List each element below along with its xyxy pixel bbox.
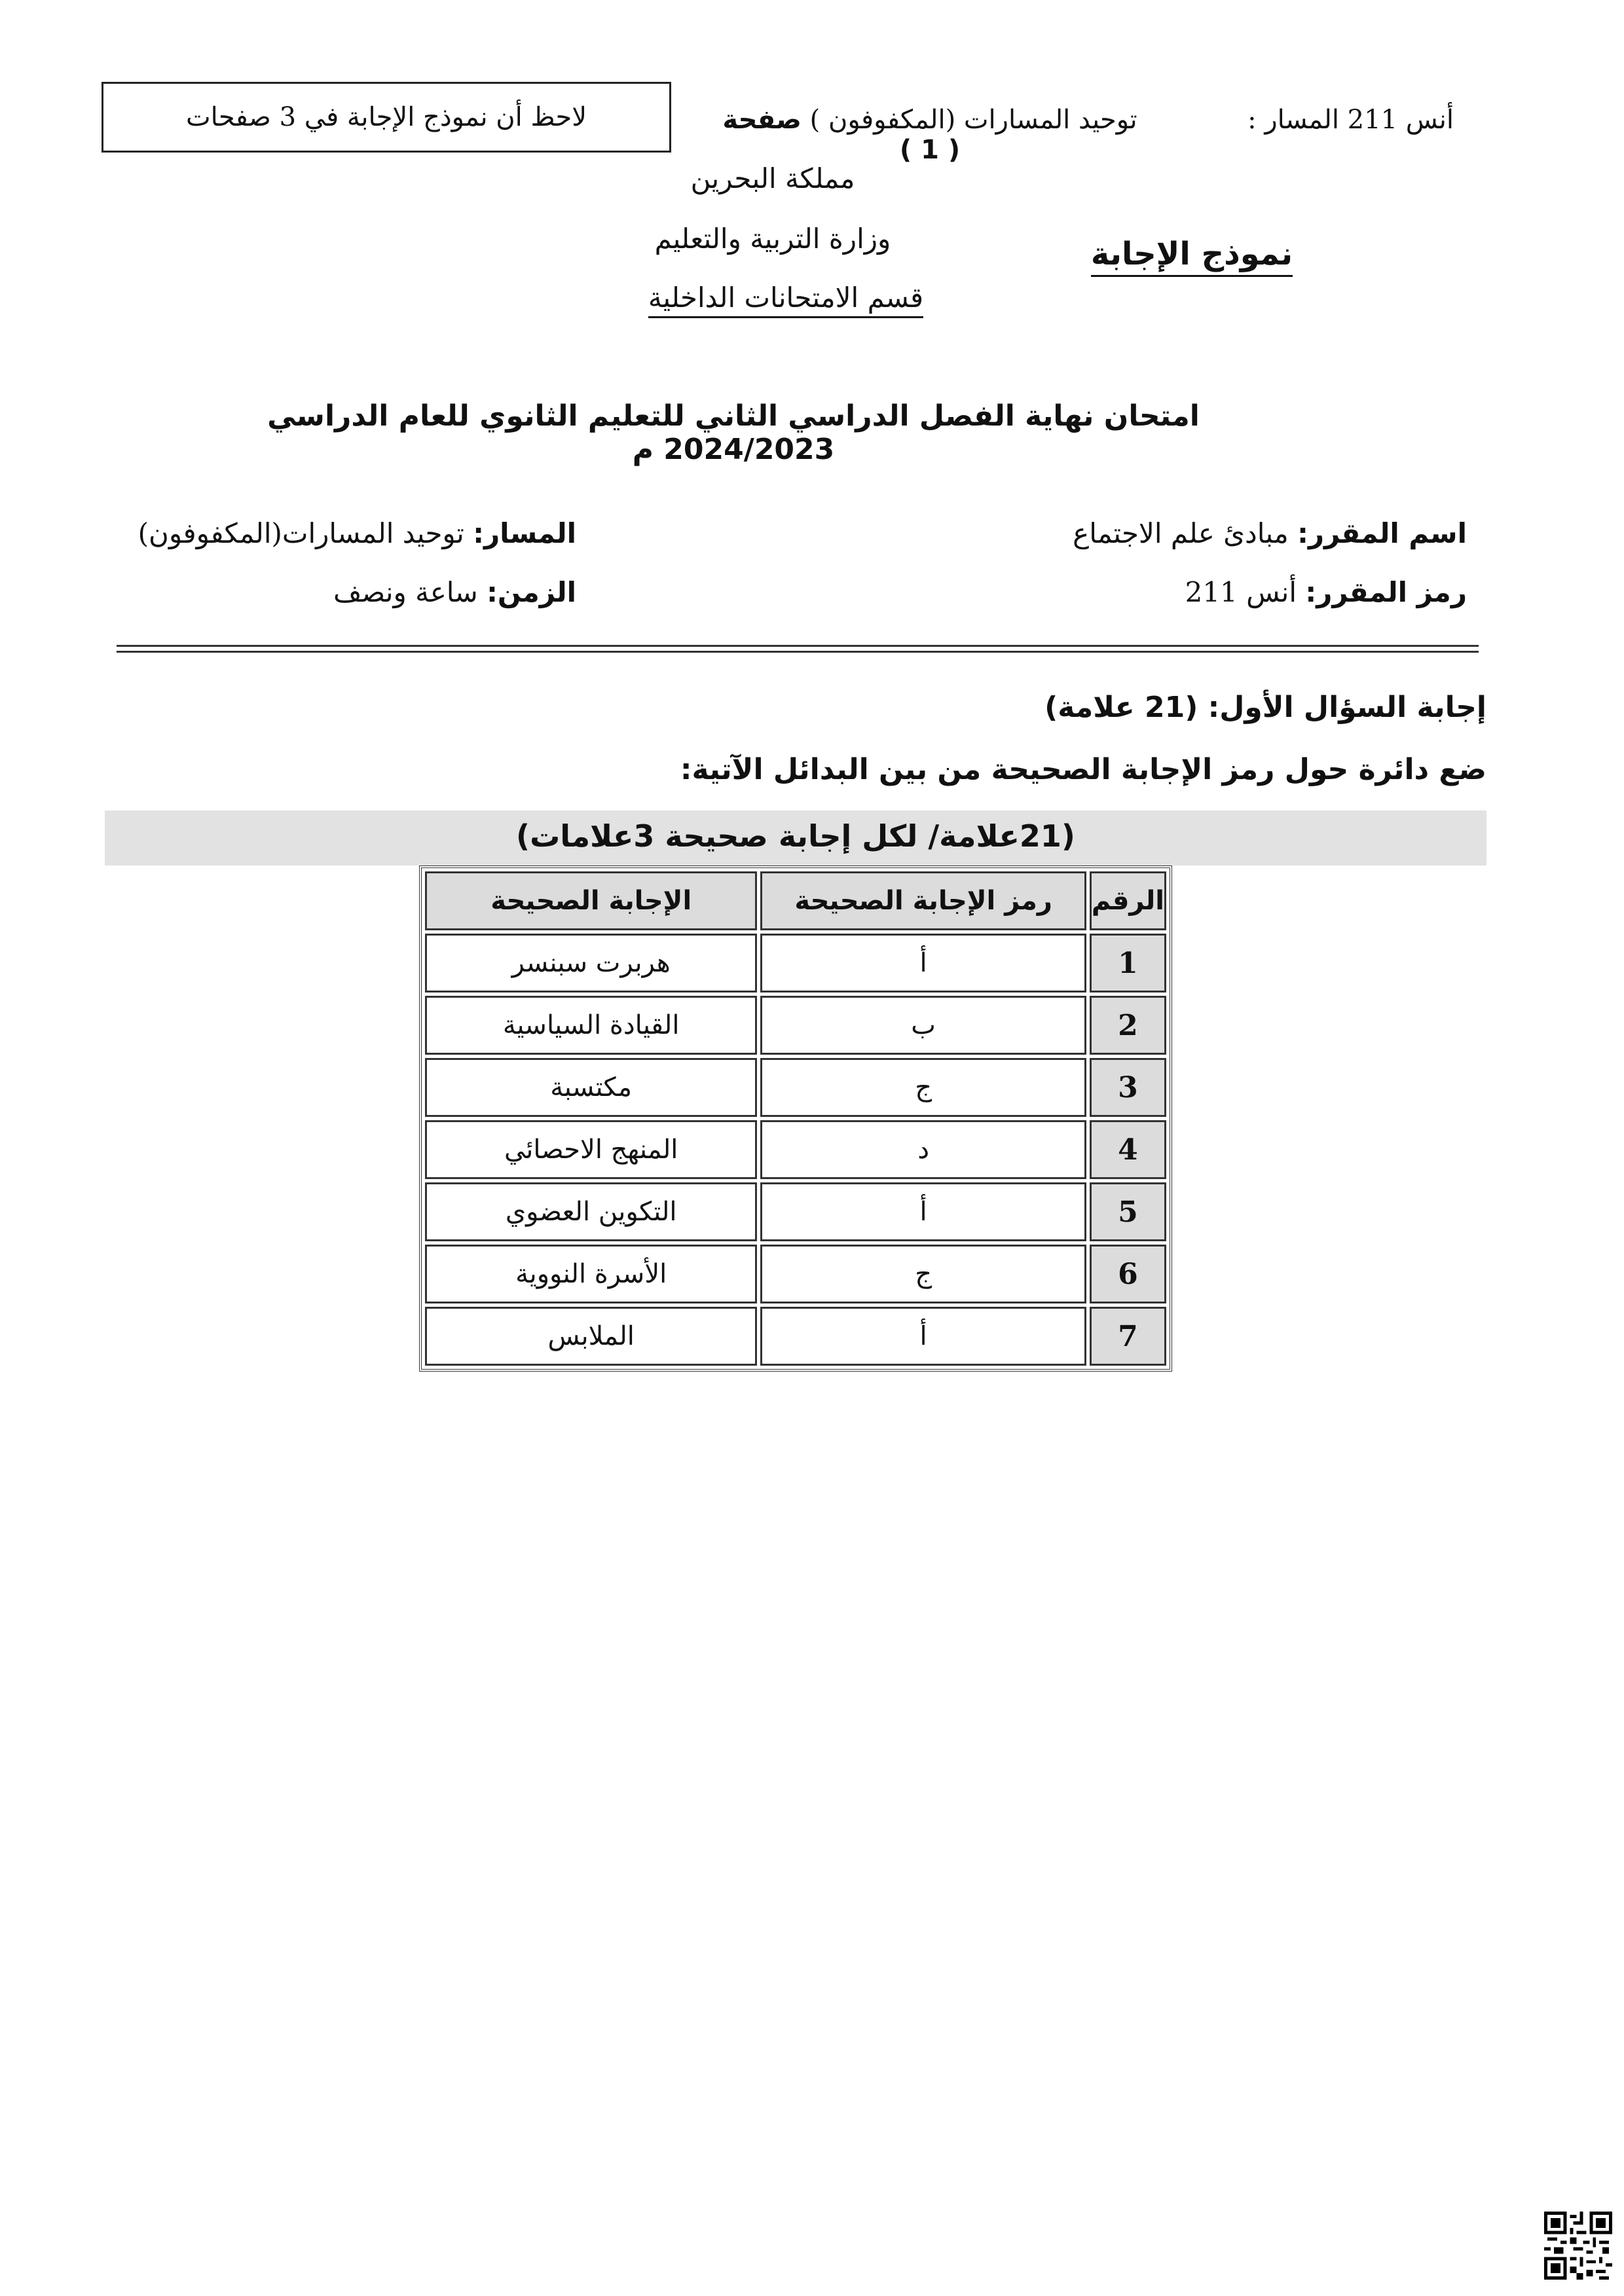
answer-code: ج	[760, 1245, 1086, 1303]
row-number: 2	[1090, 996, 1166, 1055]
correct-answer: القيادة السياسية	[425, 996, 757, 1055]
correct-answer: الأسرة النووية	[425, 1245, 757, 1303]
row-number: 4	[1090, 1120, 1166, 1179]
answer-code: د	[760, 1120, 1086, 1179]
course-name-value: مبادئ علم الاجتماع	[1073, 517, 1289, 549]
course-name-label: اسم المقرر:	[1297, 517, 1467, 549]
country-name: مملكة البحرين	[690, 162, 855, 194]
exam-title: امتحان نهاية الفصل الدراسي الثاني للتعليم الثانوي للعام الدراسي 2024/2023 م	[267, 399, 1200, 466]
correct-answer: التكوين العضوي	[425, 1182, 757, 1241]
correct-answer: المنهج الاحصائي	[425, 1120, 757, 1179]
section-divider	[117, 645, 1479, 653]
page-number-line	[714, 105, 1146, 165]
course-name-row	[1022, 517, 1467, 549]
header-answer-code: رمز الإجابة الصحيحة	[760, 871, 1086, 930]
table-row	[425, 1245, 1166, 1303]
marks-note: (21علامة/ لكل إجابة صحيحة 3علامات)	[516, 818, 1075, 854]
model-title	[1080, 236, 1303, 272]
header-number: الرقم	[1090, 871, 1166, 930]
table-row	[425, 934, 1166, 993]
answer-code: ج	[760, 1058, 1086, 1117]
correct-answer: الملابس	[425, 1307, 757, 1366]
question-1-title: إجابة السؤال الأول: (21 علامة)	[1044, 691, 1486, 724]
ministry-name: وزارة التربية والتعليم	[654, 223, 891, 255]
header-correct-answer: الإجابة الصحيحة	[425, 871, 757, 930]
course-code-value: أنس 211	[1185, 576, 1297, 608]
answer-table	[419, 866, 1172, 1372]
correct-answer: مكتسبة	[425, 1058, 757, 1117]
row-number: 3	[1090, 1058, 1166, 1117]
course-code-label: رمز المقرر:	[1305, 576, 1467, 608]
course-track-line: أنس 211 المسار :	[1247, 105, 1454, 135]
table-row	[425, 1307, 1166, 1366]
answer-table-header-row	[425, 871, 1166, 930]
department-name	[629, 282, 943, 314]
table-row	[425, 1120, 1166, 1179]
answer-code: أ	[760, 1307, 1086, 1366]
answer-code: ب	[760, 996, 1086, 1055]
course-code-row	[1022, 576, 1467, 608]
page-track-text: توحيد المسارات (المكفوفون )	[809, 105, 1137, 135]
time-label: الزمن:	[487, 576, 576, 608]
row-number: 7	[1090, 1307, 1166, 1366]
time-row	[118, 576, 576, 608]
answer-code: أ	[760, 934, 1086, 993]
page-number-label: صفحة ( 1 )	[722, 105, 961, 165]
answer-code: أ	[760, 1182, 1086, 1241]
correct-answer: هربرت سبنسر	[425, 934, 757, 993]
track-label: المسار:	[473, 517, 576, 549]
table-row	[425, 996, 1166, 1055]
row-number: 5	[1090, 1182, 1166, 1241]
table-row	[425, 1182, 1166, 1241]
track-value: توحيد المسارات(المكفوفون)	[138, 517, 464, 549]
qr-code-icon	[1544, 2212, 1612, 2280]
model-title-text: نموذج الإجابة	[1091, 236, 1293, 277]
time-value: ساعة ونصف	[333, 576, 478, 608]
row-number: 6	[1090, 1245, 1166, 1303]
track-row	[118, 517, 576, 549]
page-count-notice-text: لاحظ أن نموذج الإجابة في 3 صفحات	[185, 102, 587, 132]
page-count-notice	[101, 82, 671, 153]
question-1-instruction: ضع دائرة حول رمز الإجابة الصحيحة من بين البدائل الآتية:	[680, 753, 1486, 786]
table-row	[425, 1058, 1166, 1117]
department-name-text: قسم الامتحانات الداخلية	[648, 282, 923, 318]
row-number: 1	[1090, 934, 1166, 993]
